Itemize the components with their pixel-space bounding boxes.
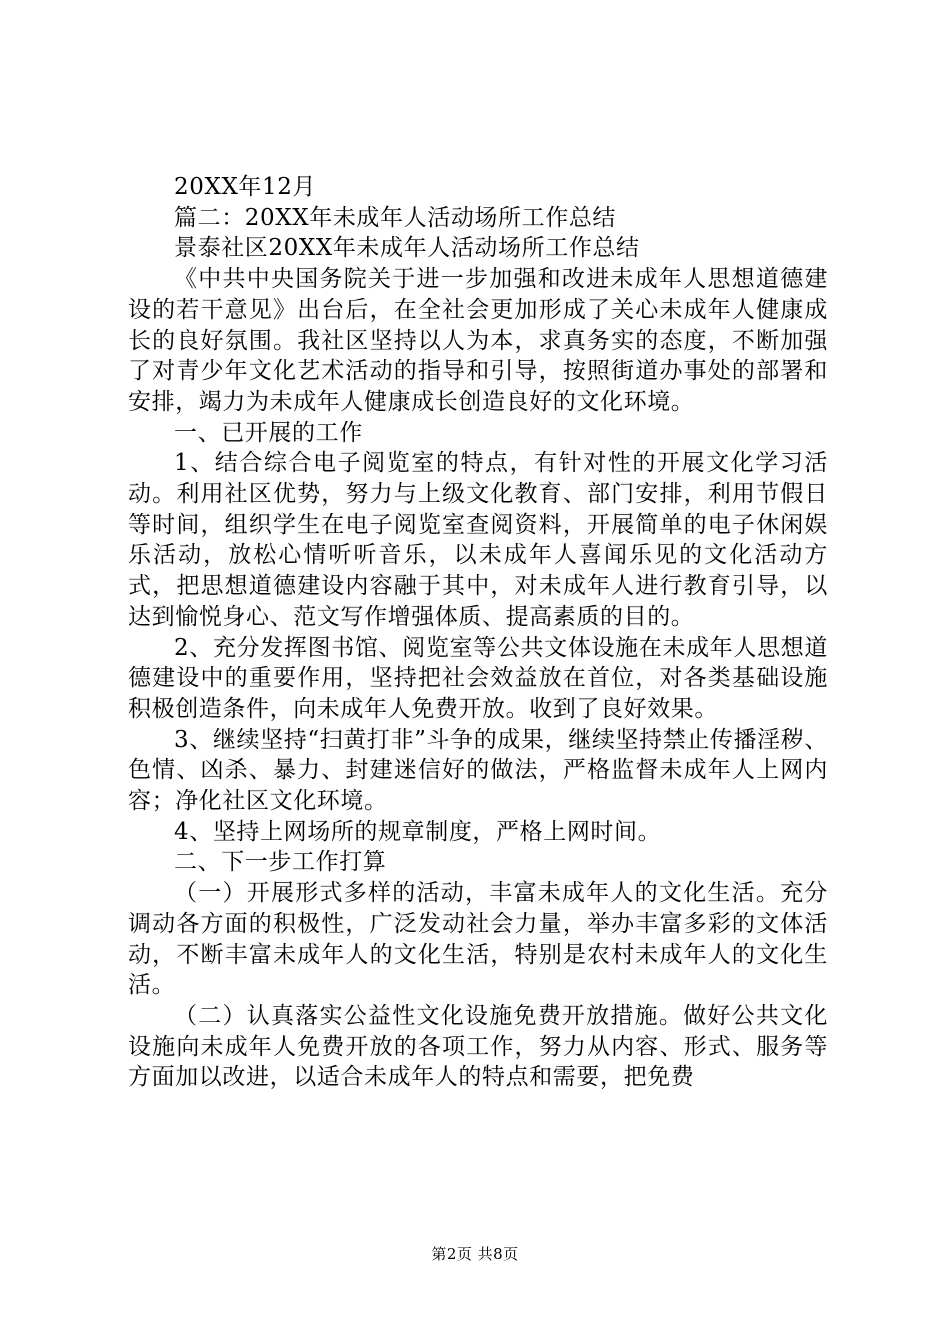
body-paragraph: 3、继续坚持“扫黄打非”斗争的成果，继续坚持禁止传播淫秽、色情、凶杀、暴力、封建迷信好的做法，严格监督未成年人上网内容；净化社区文化环境。 <box>128 726 828 815</box>
body-paragraph: 《中共中央国务院关于进一步加强和改进未成年人思想道德建设的若干意见》出台后，在全社会更加形成了关心未成年人健康成长的良好氛围。我社区坚持以人为本，求真务实的态度，不断加强了对青少年文化艺术活动的指导和引导，按照街道办事处的部署和安排，竭力为未成年人健康成长创造良好的文化环境。 <box>128 266 828 415</box>
body-paragraph: 1、结合综合电子阅览室的特点，有针对性的开展文化学习活动。利用社区优势，努力与上级文化教育、部门安排，利用节假日等时间，组织学生在电子阅览室查阅资料，开展简单的电子休闲娱乐活动，放松心情听听音乐，以未成年人喜闻乐见的文化活动方式，把思想道德建设内容融于其中，对未成年人进行教育引导，以达到愉悦身心、范文写作增强体质、提高素质的目的。 <box>128 450 828 630</box>
section-heading: 二、下一步工作打算 <box>174 849 387 876</box>
document-body <box>128 172 828 1093</box>
page-number-footer: 第2页 共8页 <box>431 1245 519 1263</box>
document-title: 景泰社区20XX年未成年人活动场所工作总结 <box>174 235 640 262</box>
section-heading: 篇二：20XX年未成年人活动场所工作总结 <box>174 204 617 231</box>
body-paragraph: 4、坚持上网场所的规章制度，严格上网时间。 <box>174 818 662 845</box>
date-line: 20XX年12月 <box>174 174 317 200</box>
body-paragraph: （一）开展形式多样的活动，丰富未成年人的文化生活。充分调动各方面的积极性，广泛发动社会力量，举办丰富多彩的文体活动，不断丰富未成年人的文化生活，特别是农村未成年人的文化生活。 <box>128 880 828 999</box>
section-heading: 一、已开展的工作 <box>174 419 363 446</box>
body-paragraph: 2、充分发挥图书馆、阅览室等公共文体设施在未成年人思想道德建设中的重要作用，坚持把社会效益放在首位，对各类基础设施积极创造条件，向未成年人免费开放。收到了良好效果。 <box>128 634 828 722</box>
body-paragraph: （二）认真落实公益性文化设施免费开放措施。做好公共文化设施向未成年人免费开放的各项工作，努力从内容、形式、服务等方面加以改进，以适合未成年人的特点和需要，把免费 <box>128 1002 828 1091</box>
